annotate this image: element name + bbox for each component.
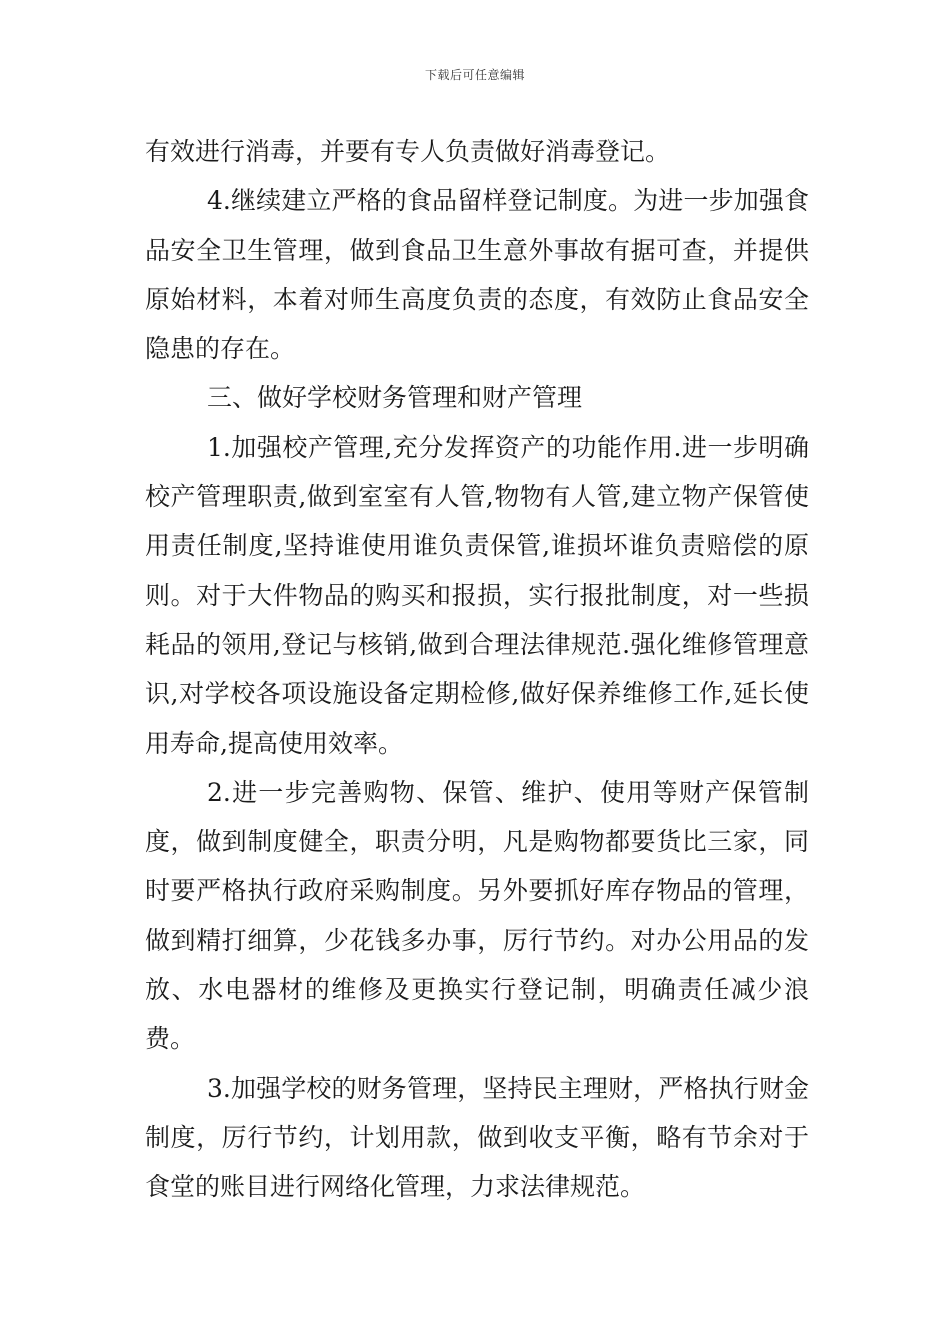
- paragraph-asset-management: 1.加强校产管理,充分发挥资产的功能作用.进一步明确校产管理职责,做到室室有人管,物物有人管,建立物产保管使用责任制度,坚持谁使用谁负责保管,谁损坏谁负责赔偿的原则。对于大件物品的购买和报损，实行报批制度，对一些损耗品的领用,登记与核销,做到合理法律规范.强化维修管理意识,对学校各项设施设备定期检修,做好保养维修工作,延长使用寿命,提高使用效率。: [145, 432, 809, 758]
- paragraph-food-sample: 4.继续建立严格的食品留样登记制度。为进一步加强食品安全卫生管理，做到食品卫生意外事故有据可查，并提供原始材料，本着对师生高度负责的态度，有效防止食品安全隐患的存在。: [145, 186, 809, 364]
- paragraph-property-custody: 2.进一步完善购物、保管、维护、使用等财产保管制度，做到制度健全，职责分明，凡是购物都要货比三家，同时要严格执行政府采购制度。另外要抓好库存物品的管理，做到精打细算，少花钱多办事，厉行节约。对办公用品的发放、水电器材的维修及更换实行登记制，明确责任减少浪费。: [145, 777, 809, 1054]
- section-heading-finance: 三、做好学校财务管理和财产管理: [207, 383, 583, 413]
- page-header: 下载后可任意编辑: [424, 68, 525, 82]
- document-body: [145, 127, 809, 1212]
- paragraph-disinfection: 有效进行消毒，并要有专人负责做好消毒登记。: [145, 137, 671, 166]
- paragraph-financial-management: 3.加强学校的财务管理，坚持民主理财，严格执行财金制度，厉行节约，计划用款，做到收支平衡，略有节余对于食堂的账目进行网络化管理，力求法律规范。: [145, 1073, 809, 1202]
